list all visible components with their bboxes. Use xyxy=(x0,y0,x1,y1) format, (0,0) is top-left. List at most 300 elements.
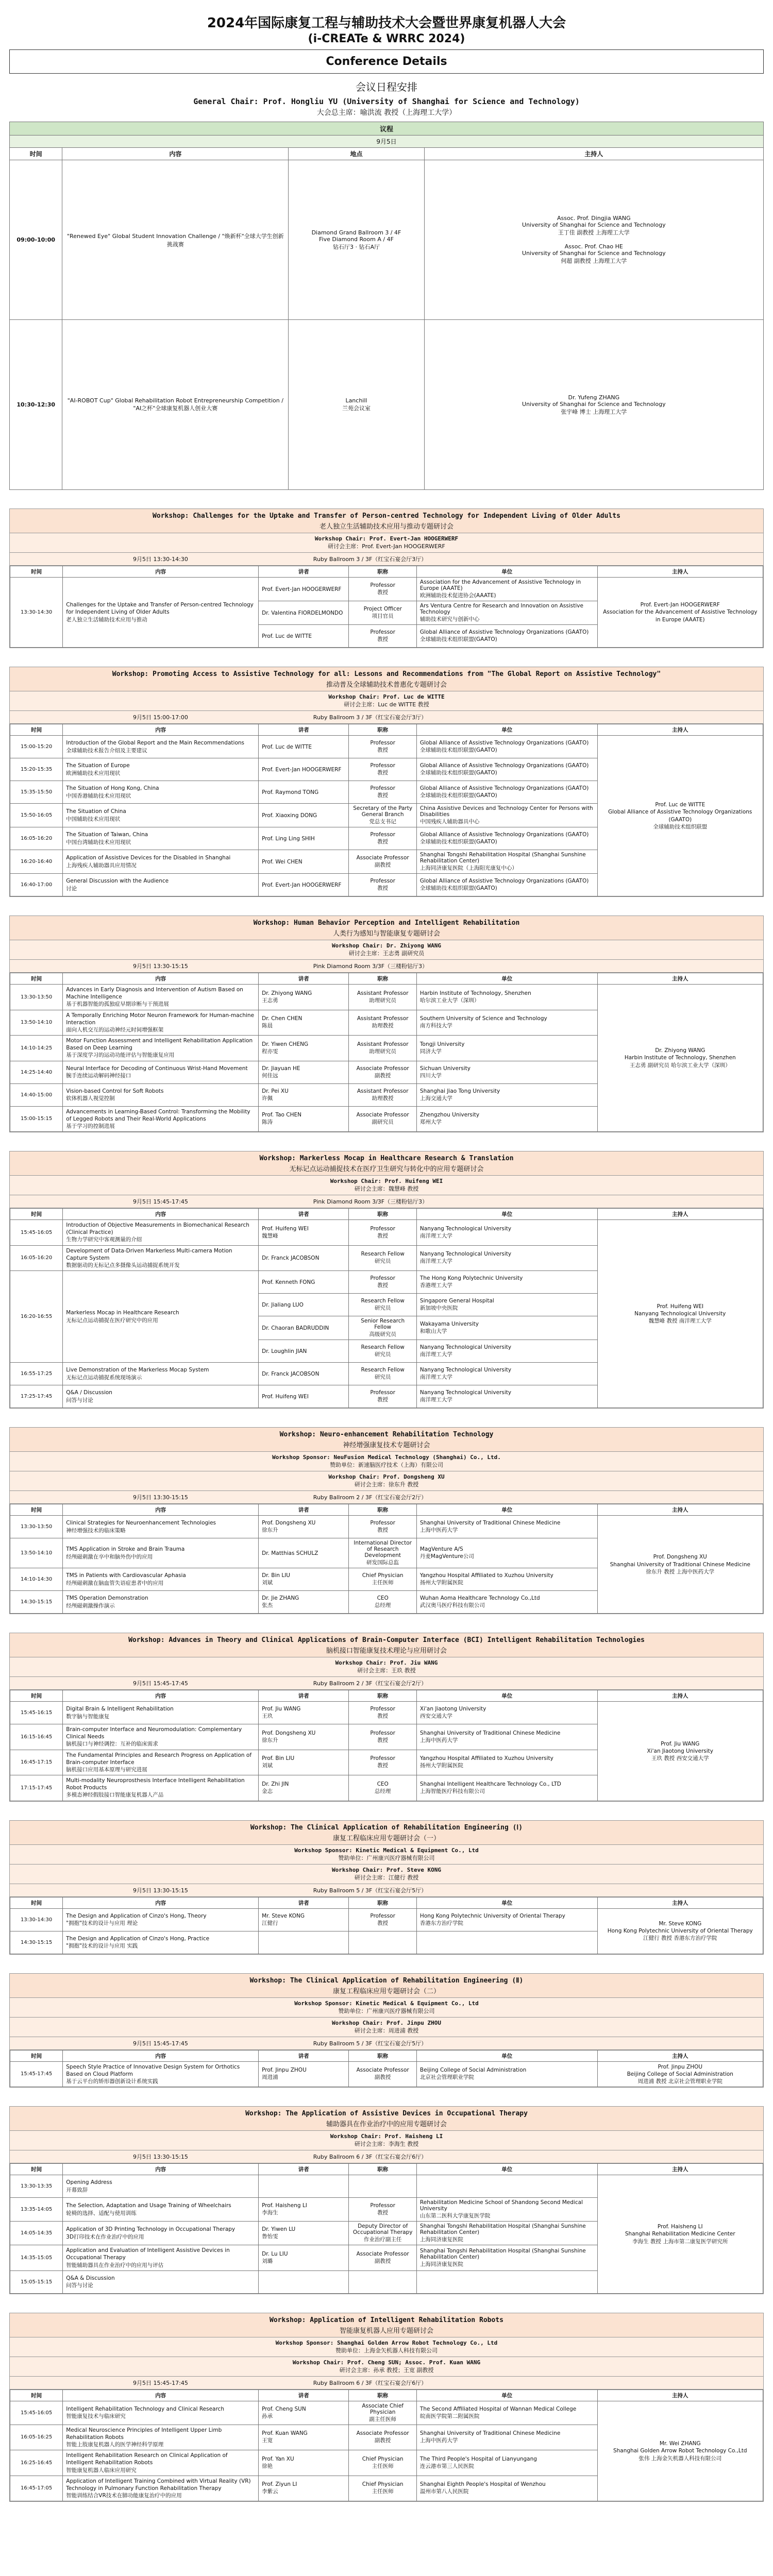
workshop-title-cn: 脑机接口智能康复技术理论与应用研讨会 xyxy=(326,1647,447,1655)
table-row xyxy=(10,2401,763,2425)
workshop-title-cn: 无标记点运动捕捉技术在医疗卫生研究与转化中的应用专题研讨会 xyxy=(289,1165,484,1174)
col-time: 时间 xyxy=(10,2050,63,2061)
row-affiliation: Beijing College of Social Administration 北京社会管理职业学院 xyxy=(416,2061,597,2087)
table-row xyxy=(10,2175,763,2198)
row-host: Prof. Dongsheng XU Shanghai University of Traditional Chinese Medicine 徐东升 教授 上海中医药大学 xyxy=(597,1516,763,1614)
row-content: Multi-modality Neuroprosthesis Interface Intelligent Rehabilitation Robot Products 多模态神经假肢接口智能康复机器人产品 xyxy=(63,1775,259,1801)
workshops-container xyxy=(9,509,764,2502)
row-time: 14:35-15:05 xyxy=(10,2245,63,2271)
row-content: Brain-computer Interface and Neuromodulation: Complementary Clinical Needs 脑机接口与神经调控：互补的临床需求 xyxy=(63,1724,259,1750)
row-time: 13:30-13:50 xyxy=(10,985,63,1010)
workshop-sponsor xyxy=(10,1998,763,2018)
workshop-title-cn: 智能康复机器人应用专题研讨会 xyxy=(339,2327,433,2335)
workshop-date: 9月5日 15:45-17:45 xyxy=(132,2040,188,2047)
row-content: Application of 3D Printing Technology in Occupational Therapy 3D打印技术在作业治疗中的应用 xyxy=(63,2222,259,2245)
row-content: Development of Data-Driven Markerless Multi-camera Motion Capture System 数据驱动的无标记点多摄像头运动捕捉系统开发 xyxy=(63,1245,259,1271)
row-speaker: Dr. Jie ZHANG 张杰 xyxy=(259,1591,349,1614)
workshop-title: Workshop: Neuro-enhancement Rehabilitation Technology xyxy=(279,1431,494,1439)
workshop-sponsor xyxy=(10,1452,763,1471)
workshop-sponsor-cn: 赞助单位：广州康兴医疗器械有限公司 xyxy=(338,2007,435,2014)
row-affiliation: Nanyang Technological University 南洋理工大学 xyxy=(416,1340,597,1363)
row-content: Application of Assistive Devices for the Disabled in Shanghai 上海残疾人辅助器具应用情况 xyxy=(63,850,259,874)
workshop-chair-cn: 研讨会主席：江健行 教授 xyxy=(354,1874,419,1881)
workshop-table xyxy=(10,724,763,896)
row-speaker: Mr. Steve KONG 江健行 xyxy=(259,1908,349,1931)
row-content: Medical Neuroscience Principles of Intelligent Upper Limb Rehabilitation Robots 智能上肢康复机器人的医学神经科学原理 xyxy=(63,2425,259,2450)
col-affiliation: 单位 xyxy=(416,1897,597,1908)
workshop-title-cn: 老人独立生活辅助技术应用与推动专题研讨会 xyxy=(319,523,453,531)
workshop-meta xyxy=(10,1884,763,1897)
row-speaker: Prof. Wei CHEN xyxy=(259,850,349,874)
row-time: 15:45-16:05 xyxy=(10,1220,63,1246)
workshop-chair-en: Workshop Chair: Prof. Steve KONG xyxy=(332,1866,441,1873)
col-content: 内容 xyxy=(63,566,259,578)
workshop-title-cn: 康复工程临床应用专题研讨会（二） xyxy=(332,1987,440,1995)
row-speaker: Prof. Yan XU 徐艳 xyxy=(259,2450,349,2476)
row-host: Dr. Zhiyong WANG Harbin Institute of Technology, Shenzhen 王志勇 副研究员 哈尔滨工业大学（深圳） xyxy=(597,985,763,1132)
row-title: Project Officer 项目官员 xyxy=(349,601,416,625)
row-affiliation: Global Alliance of Assistive Technology Organizations (GAATO) 全球辅助技术组织联盟(GAATO) xyxy=(416,625,597,648)
row-content: Neural Interface for Decoding of Continuous Wrist-Hand Movement 腕手连续运动解码神经接口 xyxy=(63,1061,259,1083)
row-speaker: Dr. Jiayuan HE 何佳远 xyxy=(259,1061,349,1083)
col-time: 时间 xyxy=(10,1504,63,1516)
table-header-row xyxy=(10,1504,763,1516)
workshop-section xyxy=(9,916,764,1132)
row-title: Assistant Professor 助理研究员 xyxy=(349,985,416,1010)
table-header-row xyxy=(10,566,763,578)
workshop-date: 9月5日 13:30-14:30 xyxy=(132,556,188,563)
row-speaker: Dr. Franck JACOBSON xyxy=(259,1363,349,1385)
workshop-title-cn: 康复工程临床应用专题研讨会（一） xyxy=(332,1834,440,1842)
workshop-meta xyxy=(10,711,763,724)
row-content: TMS in Patients with Cardiovascular Aphasia 经颅磁刺激在脑血管失语症患者中的应用 xyxy=(63,1568,259,1591)
row-speaker: Dr. Matthias SCHULZ xyxy=(259,1538,349,1568)
workshop-header xyxy=(10,1821,763,1845)
row-time: 15:45-16:05 xyxy=(10,2401,63,2425)
opening-table xyxy=(9,122,764,490)
row-speaker: Dr. Lu LIU 刘璐 xyxy=(259,2245,349,2271)
row-affiliation: Xi'an Jiaotong University 西安交通大学 xyxy=(416,1702,597,1724)
row-affiliation: Rehabilitation Medicine School of Shandong Second Medical University 山东第二医科大学康复医学院 xyxy=(416,2198,597,2222)
row-host: Prof. Haisheng LI Shanghai Rehabilitation Medicine Center 李海生 教授 上海市第二康复医学研究所 xyxy=(597,2175,763,2294)
workshop-table xyxy=(10,2050,763,2088)
row-affiliation: Nanyang Technological University 南洋理工大学 xyxy=(416,1245,597,1271)
workshop-chair-en: Workshop Chair: Prof. Evert-Jan HOOGERWERF xyxy=(314,535,459,542)
table-header-row xyxy=(10,1897,763,1908)
row-time: 16:55-17:25 xyxy=(10,1363,63,1385)
col-title: 职称 xyxy=(349,973,416,985)
workshop-header xyxy=(10,1974,763,1998)
workshop-date: 9月5日 15:00-17:00 xyxy=(132,714,188,721)
row-title: Research Fellow 研究员 xyxy=(349,1340,416,1363)
workshop-chair-cn: 研讨会主席：王玖 教授 xyxy=(357,1667,416,1674)
row-content: The Situation of Hong Kong, China 中国香港辅助技术应用现状 xyxy=(63,781,259,804)
workshop-date: 9月5日 15:45-17:45 xyxy=(132,1680,188,1687)
col-content: 内容 xyxy=(63,973,259,985)
row-title: Professor 教授 xyxy=(349,827,416,850)
workshop-room: Ruby Ballroom 6 / 3F（红宝石宴会厅6厅） xyxy=(313,2154,427,2161)
row-content: The Fundamental Principles and Research Progress on Application of Brain-computer Interface 脑机接口应用基本原理与研究进展 xyxy=(63,1750,259,1775)
row-speaker: Prof. Raymond TONG xyxy=(259,781,349,804)
row-content: Opening Address 开幕致辞 xyxy=(63,2175,259,2198)
row-speaker xyxy=(259,2175,349,2198)
row-affiliation xyxy=(416,2175,597,2198)
workshop-room: Ruby Ballroom 2 / 3F（红宝石宴会厅2厅） xyxy=(313,1680,427,1687)
row-affiliation: Shanghai Intelligent Healthcare Technology Co., LTD 上海智能医疗科技有限公司 xyxy=(416,1775,597,1801)
row-time: 16:15-16:45 xyxy=(10,1724,63,1750)
row-affiliation: Zhengzhou University 郑州大学 xyxy=(416,1106,597,1132)
row-title: Senior Research Fellow 高级研究员 xyxy=(349,1316,416,1340)
workshop-room: Ruby Ballroom 3 / 3F（红宝石宴会厅3厅） xyxy=(313,714,427,721)
workshop-box xyxy=(9,916,764,1132)
workshop-chair-en: Workshop Chair: Prof. Huifeng WEI xyxy=(330,1178,443,1185)
workshop-chair-cn: 研讨会主席：王志勇 副研究员 xyxy=(348,950,425,957)
workshop-chair-cn: 研讨会主席：魏慧峰 教授 xyxy=(354,1185,419,1193)
row-time: 13:30-14:30 xyxy=(10,1908,63,1931)
row-time: 16:05-16:25 xyxy=(10,2425,63,2450)
col-host: 主持人 xyxy=(597,1209,763,1220)
row-content: Motor Function Assessment and Intelligent Rehabilitation Application Based on Deep Learning 基于深度学习的运动功能评估与智能康复应用 xyxy=(63,1036,259,1061)
col-speaker: 讲者 xyxy=(259,2164,349,2175)
row-time: 15:45-16:15 xyxy=(10,1702,63,1724)
row-affiliation: Shanghai Tongshi Rehabilitation Hospital (Shanghai Sunshine Rehabilitation Center) 上海同济康复医院 xyxy=(416,2222,597,2245)
row-time: 16:45-17:15 xyxy=(10,1750,63,1775)
title-block xyxy=(9,12,764,117)
row-title: Professor 教授 xyxy=(349,1271,416,1294)
row-time: 16:20-16:55 xyxy=(10,1271,63,1363)
workshop-date: 9月5日 15:45-17:45 xyxy=(132,1198,188,1206)
row-affiliation: Shanghai University of Traditional Chinese Medicine 上海中医药大学 xyxy=(416,1724,597,1750)
row-title: Assistant Professor 助理教授 xyxy=(349,1083,416,1106)
col-affiliation: 单位 xyxy=(416,1690,597,1702)
row-affiliation: Shanghai Jiao Tong University 上海交通大学 xyxy=(416,1083,597,1106)
workshop-header xyxy=(10,1151,763,1176)
table-row xyxy=(10,160,764,320)
row-content: "Renewed Eye" Global Student Innovation Challenge / "焕新杯"全球大学生创新挑战赛 xyxy=(62,160,289,320)
workshop-room: Ruby Ballroom 5 / 3F（红宝石宴会厅5厅） xyxy=(313,1887,427,1894)
col-content: 内容 xyxy=(63,1690,259,1702)
row-affiliation: MagVenture A/S 丹麦MagVenture公司 xyxy=(416,1538,597,1568)
row-time: 14:40-15:00 xyxy=(10,1083,63,1106)
row-speaker: Dr. Pei XU 许佩 xyxy=(259,1083,349,1106)
row-time: 15:20-15:35 xyxy=(10,758,63,781)
table-header-row xyxy=(10,724,763,736)
row-time: 15:35-15:50 xyxy=(10,781,63,804)
workshop-table xyxy=(10,1208,763,1408)
row-content: Application and Evaluation of Intelligent Assistive Devices in Occupational Therapy 智能辅助器具在作业治疗中的应用与评估 xyxy=(63,2245,259,2271)
row-time: 14:30-15:15 xyxy=(10,1931,63,1954)
row-title: Secretary of the Party General Branch 党总支书记 xyxy=(349,804,416,827)
col-title: 职称 xyxy=(349,1897,416,1908)
row-speaker: Prof. Cheng SUN 孙承 xyxy=(259,2401,349,2425)
row-affiliation xyxy=(416,1931,597,1954)
row-title xyxy=(349,1931,416,1954)
workshop-room: Ruby Ballroom 2 / 3F（红宝石宴会厅2厅） xyxy=(313,1494,427,1501)
col-affiliation: 单位 xyxy=(416,2164,597,2175)
row-title: Associate Professor 副教授 xyxy=(349,850,416,874)
col-title: 职称 xyxy=(349,2164,416,2175)
row-speaker: Dr. Yiwen CHENG 程亦雯 xyxy=(259,1036,349,1061)
row-time: 14:30-15:15 xyxy=(10,1591,63,1614)
row-title: Associate Professor 副教授 xyxy=(349,2061,416,2087)
table-header-row xyxy=(10,2389,763,2401)
row-affiliation: Wakayama University 和歌山大学 xyxy=(416,1316,597,1340)
row-affiliation: Shanghai University of Traditional Chinese Medicine 上海中医药大学 xyxy=(416,1516,597,1538)
workshop-meta xyxy=(10,1195,763,1208)
workshop-chair xyxy=(10,533,763,553)
workshop-meta xyxy=(10,1677,763,1690)
row-content: The Situation of China 中国辅助技术应用现状 xyxy=(63,804,259,827)
workshop-date: 9月5日 13:30-15:15 xyxy=(132,1494,188,1501)
workshop-title: Workshop: The Clinical Application of Rehabilitation Engineering (Ⅰ) xyxy=(250,1823,523,1832)
row-title: Professor 教授 xyxy=(349,1702,416,1724)
row-speaker: Prof. Jinpu ZHOU 周进浦 xyxy=(259,2061,349,2087)
row-speaker: Prof. Evert-Jan HOOGERWERF xyxy=(259,578,349,601)
col-title: 职称 xyxy=(349,724,416,736)
row-affiliation: Yangzhou Hospital Affiliated to Xuzhou University 扬州大学附属医院 xyxy=(416,1750,597,1775)
col-time: 时间 xyxy=(10,1690,63,1702)
row-host: Assoc. Prof. Dingjia WANG University of Shanghai for Science and Technology 王丁佳 副教授 上海理工大学 Assoc. Prof. Chao HE University of Shanghai for Science and Technology 何超 副教授 上海理工大学 xyxy=(424,160,763,320)
row-affiliation: Hong Kong Polytechnic University of Oriental Therapy 香港东方治疗学院 xyxy=(416,1908,597,1931)
col-content: 内容 xyxy=(63,724,259,736)
row-time: 15:00-15:15 xyxy=(10,1106,63,1132)
row-time: 15:45-17:45 xyxy=(10,2061,63,2087)
table-header-row xyxy=(10,2164,763,2175)
row-affiliation: Association for the Advancement of Assistive Technology in Europe (AAATE) 欧洲辅助技术促进协会(AAATE) xyxy=(416,578,597,601)
row-content: TMS Application in Stroke and Brain Trauma 经颅磁刺激在卒中和脑外伤中的应用 xyxy=(63,1538,259,1568)
col-time: 时间 xyxy=(10,566,63,578)
workshop-sponsor-cn: 赞助单位：上海金矢机器人科技有限公司 xyxy=(335,2347,438,2354)
workshop-title: Workshop: Application of Intelligent Rehabilitation Robots xyxy=(270,2316,503,2324)
row-content: The Situation of Europe 欧洲辅助技术应用现状 xyxy=(63,758,259,781)
row-affiliation xyxy=(416,2270,597,2293)
row-affiliation: Global Alliance of Assistive Technology Organizations (GAATO) 全球辅助技术组织联盟(GAATO) xyxy=(416,827,597,850)
row-host: Mr. Wei ZHANG Shanghai Golden Arrow Robot Technology Co.,Ltd 张伟 上海金矢机器人科技有限公司 xyxy=(597,2401,763,2501)
workshop-date: 9月5日 13:30-15:15 xyxy=(132,963,188,970)
col-title: 职称 xyxy=(349,1690,416,1702)
row-time: 16:05-16:20 xyxy=(10,827,63,850)
row-title: Chief Physician 主任医师 xyxy=(349,2450,416,2476)
workshop-chair xyxy=(10,2018,763,2037)
table-row xyxy=(10,1702,763,1724)
col-affiliation: 单位 xyxy=(416,1504,597,1516)
row-content: Application of Intelligent Training Combined with Virtual Reality (VR) Technology in Pulmonary Function Rehabilitation Therapy 智能训练结合VR技术在肺功能康复治疗中的应用 xyxy=(63,2476,259,2501)
row-title: Professor 教授 xyxy=(349,1516,416,1538)
workshop-chair-cn: 研讨会主席：周进浦 教授 xyxy=(354,2027,419,2034)
workshop-header xyxy=(10,1633,763,1657)
col-time: 时间 xyxy=(10,724,63,736)
workshop-chair xyxy=(10,1176,763,1195)
row-affiliation: The Third People's Hospital of Lianyungang 连云港市第三人民医院 xyxy=(416,2450,597,2476)
workshop-title: Workshop: Advances in Theory and Clinical Applications of Brain-Computer Interface (BCI) Intelligent Rehabilitation Technologies xyxy=(128,1636,645,1645)
workshop-header xyxy=(10,916,763,940)
opening-section-label: 议程 xyxy=(10,122,764,135)
row-title: Associate Professor 副教授 xyxy=(349,2245,416,2271)
col-time: 时间 xyxy=(10,148,62,160)
row-speaker: Prof. Huifeng WEI xyxy=(259,1385,349,1408)
workshop-box xyxy=(9,1427,764,1614)
workshop-box xyxy=(9,1151,764,1409)
workshop-chair xyxy=(10,2357,763,2377)
workshop-meta xyxy=(10,2377,763,2389)
row-speaker: Dr. Zhiyong WANG 王志勇 xyxy=(259,985,349,1010)
table-header-row xyxy=(10,2050,763,2061)
row-time: 14:10-14:25 xyxy=(10,1036,63,1061)
row-title: Professor 教授 xyxy=(349,1385,416,1408)
col-host: 主持人 xyxy=(597,2164,763,2175)
workshop-chair xyxy=(10,691,763,711)
workshop-table xyxy=(10,1690,763,1801)
row-content: General Discussion with the Audience 讨论 xyxy=(63,874,259,896)
row-speaker: Prof. Evert-Jan HOOGERWERF xyxy=(259,758,349,781)
row-time: 16:40-17:00 xyxy=(10,874,63,896)
workshop-header xyxy=(10,509,763,533)
row-content: Digital Brain & Intelligent Rehabilitation 数字脑与智能康复 xyxy=(63,1702,259,1724)
workshop-chair-en: Workshop Chair: Dr. Zhiyong WANG xyxy=(332,942,441,949)
row-affiliation: Nanyang Technological University 南洋理工大学 xyxy=(416,1363,597,1385)
row-time: 15:05-15:15 xyxy=(10,2270,63,2293)
row-time: 13:30-14:30 xyxy=(10,578,63,648)
workshop-title: Workshop: Human Behavior Perception and Intelligent Rehabilitation xyxy=(253,919,520,927)
row-time: 14:05-14:35 xyxy=(10,2222,63,2245)
row-title xyxy=(349,2175,416,2198)
row-affiliation: Tongji University 同济大学 xyxy=(416,1036,597,1061)
row-speaker: Prof. Bin LIU 刘斌 xyxy=(259,1750,349,1775)
col-content: 内容 xyxy=(63,1897,259,1908)
col-host: 主持人 xyxy=(597,1690,763,1702)
row-speaker: Dr. Jialiang LUO xyxy=(259,1294,349,1316)
row-content: Markerless Mocap in Healthcare Research 无标记点运动捕捉在医疗研究中的应用 xyxy=(63,1271,259,1363)
row-speaker: Prof. Luc de WITTE xyxy=(259,736,349,758)
col-title: 职称 xyxy=(349,1209,416,1220)
row-title: Chief Physician 主任医师 xyxy=(349,1568,416,1591)
row-title: Associate Chief Physician 副主任医师 xyxy=(349,2401,416,2425)
row-speaker xyxy=(259,2270,349,2293)
workshop-chair xyxy=(10,1657,763,1677)
row-time: 14:25-14:40 xyxy=(10,1061,63,1083)
row-speaker: Dr. Chaoran BADRUDDIN xyxy=(259,1316,349,1340)
row-affiliation: Yangzhou Hospital Affiliated to Xuzhou University 扬州大学附属医院 xyxy=(416,1568,597,1591)
col-host: 主持人 xyxy=(597,724,763,736)
row-host: Mr. Steve KONG Hong Kong Polytechnic University of Oriental Therapy 江健行 教授 香港东方治疗学院 xyxy=(597,1908,763,1954)
workshop-chair-cn: 研讨会主席：孙承 教授；王宽 副教授 xyxy=(339,2366,434,2374)
workshop-chair-en: Workshop Chair: Prof. Cheng SUN; Assoc. Prof. Kuan WANG xyxy=(292,2359,481,2366)
row-title: Research Fellow 研究员 xyxy=(349,1363,416,1385)
col-time: 时间 xyxy=(10,2389,63,2401)
workshop-meta xyxy=(10,553,763,566)
col-speaker: 讲者 xyxy=(259,2050,349,2061)
row-speaker: Prof. Haisheng LI 李海生 xyxy=(259,2198,349,2222)
workshop-chair-cn: 研讨会主席：Luc de WITTE 教授 xyxy=(344,701,429,708)
table-row xyxy=(10,985,763,1010)
col-content: 内容 xyxy=(63,2164,259,2175)
row-host: Prof. Jinpu ZHOU Beijing College of Social Administration 周进浦 教授 北京社会管理职业学院 xyxy=(597,2061,763,2087)
row-speaker: Prof. Huifeng WEI 魏慧峰 xyxy=(259,1220,349,1246)
workshop-header xyxy=(10,2313,763,2337)
col-venue: 地点 xyxy=(289,148,424,160)
row-title: Professor 教授 xyxy=(349,1220,416,1246)
table-row xyxy=(10,320,764,490)
workshop-section xyxy=(9,2106,764,2294)
workshop-room: Ruby Ballroom 3 / 3F（红宝石宴会厅3厅） xyxy=(313,556,427,563)
workshop-table xyxy=(10,566,763,648)
workshop-box xyxy=(9,2313,764,2502)
row-content: Advances in Early Diagnosis and Intervention of Autism Based on Machine Intelligence 基于机器智能的孤独症早期诊断与干预进展 xyxy=(63,985,259,1010)
col-content: 内容 xyxy=(62,148,289,160)
col-affiliation: 单位 xyxy=(416,1209,597,1220)
row-host: Prof. Evert-Jan HOOGERWERF Association for the Advancement of Assistive Technology in Europe (AAATE) xyxy=(597,578,763,648)
col-speaker: 讲者 xyxy=(259,1897,349,1908)
workshop-room: Ruby Ballroom 5 / 3F（红宝石宴会厅5厅） xyxy=(313,2040,427,2047)
row-title: Associate Professor 副研究员 xyxy=(349,1106,416,1132)
table-row xyxy=(10,736,763,758)
workshop-table xyxy=(10,2389,763,2502)
workshop-sponsor xyxy=(10,1845,763,1865)
col-content: 内容 xyxy=(63,2389,259,2401)
col-title: 职称 xyxy=(349,1504,416,1516)
workshop-sponsor-cn: 赞助单位：广州康兴医疗器械有限公司 xyxy=(338,1854,435,1861)
col-speaker: 讲者 xyxy=(259,1209,349,1220)
workshop-room: Pink Diamond Room 3/3F（三楼粉钻厅3） xyxy=(313,963,428,970)
row-title: Deputy Director of Occupational Therapy 作业治疗副主任 xyxy=(349,2222,416,2245)
row-time: 13:30-13:50 xyxy=(10,1516,63,1538)
workshop-box xyxy=(9,509,764,648)
row-time: 14:10-14:30 xyxy=(10,1568,63,1591)
col-time: 时间 xyxy=(10,2164,63,2175)
row-speaker: Prof. Dongsheng XU 徐东升 xyxy=(259,1516,349,1538)
row-host: Prof. Luc de WITTE Global Alliance of Assistive Technology Organizations (GAATO) 全球辅助技术组织联盟 xyxy=(597,736,763,896)
row-time: 16:45-17:05 xyxy=(10,2476,63,2501)
col-host: 主持人 xyxy=(597,2389,763,2401)
workshop-chair-en: Workshop Chair: Prof. Luc de WITTE xyxy=(328,693,445,700)
row-venue: Lanchill 兰苑会议室 xyxy=(289,320,424,490)
workshop-sponsor-en: Workshop Sponsor: Kinetic Medical & Equipment Co., Ltd xyxy=(294,1846,479,1854)
workshop-meta xyxy=(10,1491,763,1504)
row-affiliation: China Assistive Devices and Technology Center for Persons with Disabilities 中国残疾人辅助器具中心 xyxy=(416,804,597,827)
col-speaker: 讲者 xyxy=(259,566,349,578)
table-header-row xyxy=(10,1209,763,1220)
row-time: 13:50-14:10 xyxy=(10,1010,63,1036)
row-content: Clinical Strategies for Neuroenhancement Technologies 神经增强技术的临床策略 xyxy=(63,1516,259,1538)
row-content: The Design and Application of Cinzo's Hong, Practice "拥抱"技术的设计与应用 实践 xyxy=(63,1931,259,1954)
col-time: 时间 xyxy=(10,1897,63,1908)
workshop-table xyxy=(10,2163,763,2294)
row-content: The Selection, Adaptation and Usage Training of Wheelchairs 轮椅的选择、适配与使用训练 xyxy=(63,2198,259,2222)
workshop-sponsor xyxy=(10,2337,763,2357)
row-content: A Temporally Enriching Motor Neuron Framework for Human-machine Interaction 面向人机交互的运动神经元时间增强框架 xyxy=(63,1010,259,1036)
workshop-chair-en: Workshop Chair: Prof. Jinpu ZHOU xyxy=(332,2019,441,2026)
col-content: 内容 xyxy=(63,2050,259,2061)
workshop-sponsor-en: Workshop Sponsor: Shanghai Golden Arrow Robot Technology Co., Ltd xyxy=(275,2339,498,2346)
col-host: 主持人 xyxy=(597,2050,763,2061)
workshop-table xyxy=(10,1504,763,1614)
row-affiliation: The Second Affiliated Hospital of Wannan Medical College 皖南医学院第二附属医院 xyxy=(416,2401,597,2425)
workshop-chair xyxy=(10,1865,763,1884)
workshop-meta xyxy=(10,2150,763,2163)
col-affiliation: 单位 xyxy=(416,566,597,578)
row-speaker: Prof. Dongsheng XU 徐东升 xyxy=(259,1724,349,1750)
row-title: Professor 教授 xyxy=(349,625,416,648)
workshop-table xyxy=(10,1897,763,1954)
row-time: 15:00-15:20 xyxy=(10,736,63,758)
row-content: Advancements in Learning-Based Control: Transforming the Mobility of Legged Robots and Their Real-World Applications 基于学习的控制进展 xyxy=(63,1106,259,1132)
workshop-section xyxy=(9,667,764,897)
workshop-date: 9月5日 15:45-17:45 xyxy=(132,2379,188,2386)
col-speaker: 讲者 xyxy=(259,1504,349,1516)
row-venue: Diamond Grand Ballroom 3 / 4F Five Diamond Room A / 4F 钻石厅3 · 钻石A厅 xyxy=(289,160,424,320)
row-content: "AI-ROBOT Cup" Global Rehabilitation Robot Entrepreneurship Competition / "AI之杯"全球康复机器人创业大赛 xyxy=(62,320,289,490)
table-row xyxy=(10,578,763,601)
